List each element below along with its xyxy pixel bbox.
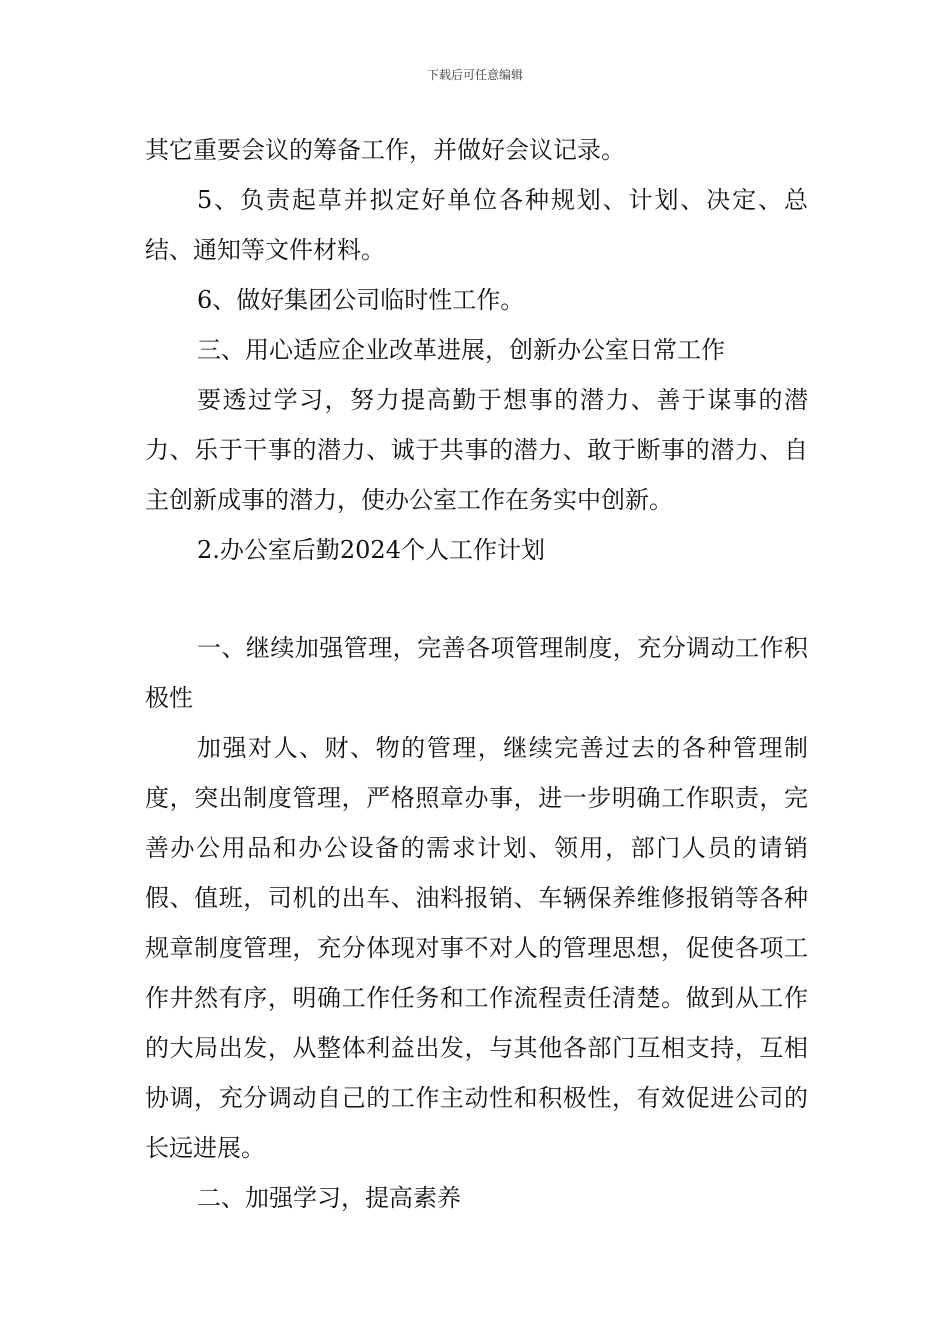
document-body xyxy=(145,125,808,1223)
section-heading-2: 二、加强学习，提高素养 xyxy=(197,1184,461,1212)
document-subtitle: 2.办公室后勤2024个人工作计划 xyxy=(197,536,545,564)
page-header: 下载后可任意编辑 xyxy=(426,68,523,82)
section-heading-3: 三、用心适应企业改革进展，创新办公室日常工作 xyxy=(197,336,725,364)
blank-line xyxy=(145,575,808,623)
section-heading-1: 一、继续加强管理，完善各项管理制度，充分调动工作积极性 xyxy=(145,634,808,712)
paragraph-continuation: 其它重要会议的筹备工作，并做好会议记录。 xyxy=(145,136,625,164)
paragraph-innovation: 要透过学习，努力提高勤于想事的潜力、善于谋事的潜力、乐于干事的潜力、诚于共事的潜力、敢于断事的潜力、自主创新成事的潜力，使办公室工作在务实中创新。 xyxy=(145,386,808,514)
paragraph-item-5: 5、负责起草并拟定好单位各种规划、计划、决定、总结、通知等文件材料。 xyxy=(145,186,808,264)
paragraph-management: 加强对人、财、物的管理，继续完善过去的各种管理制度，突出制度管理，严格照章办事，进一步明确工作职责，完善办公用品和办公设备的需求计划、领用，部门人员的请销假、值班，司机的出车、油料报销、车辆保养维修报销等各种规章制度管理，充分体现对事不对人的管理思想，促使各项工作井然有序，明确工作任务和工作流程责任清楚。做到从工作的大局出发，从整体利益出发，与其他各部门互相支持，互相协调，充分调动自己的工作主动性和积极性，有效促进公司的长远进展。 xyxy=(145,734,808,1162)
paragraph-item-6: 6、做好集团公司临时性工作。 xyxy=(197,286,525,314)
